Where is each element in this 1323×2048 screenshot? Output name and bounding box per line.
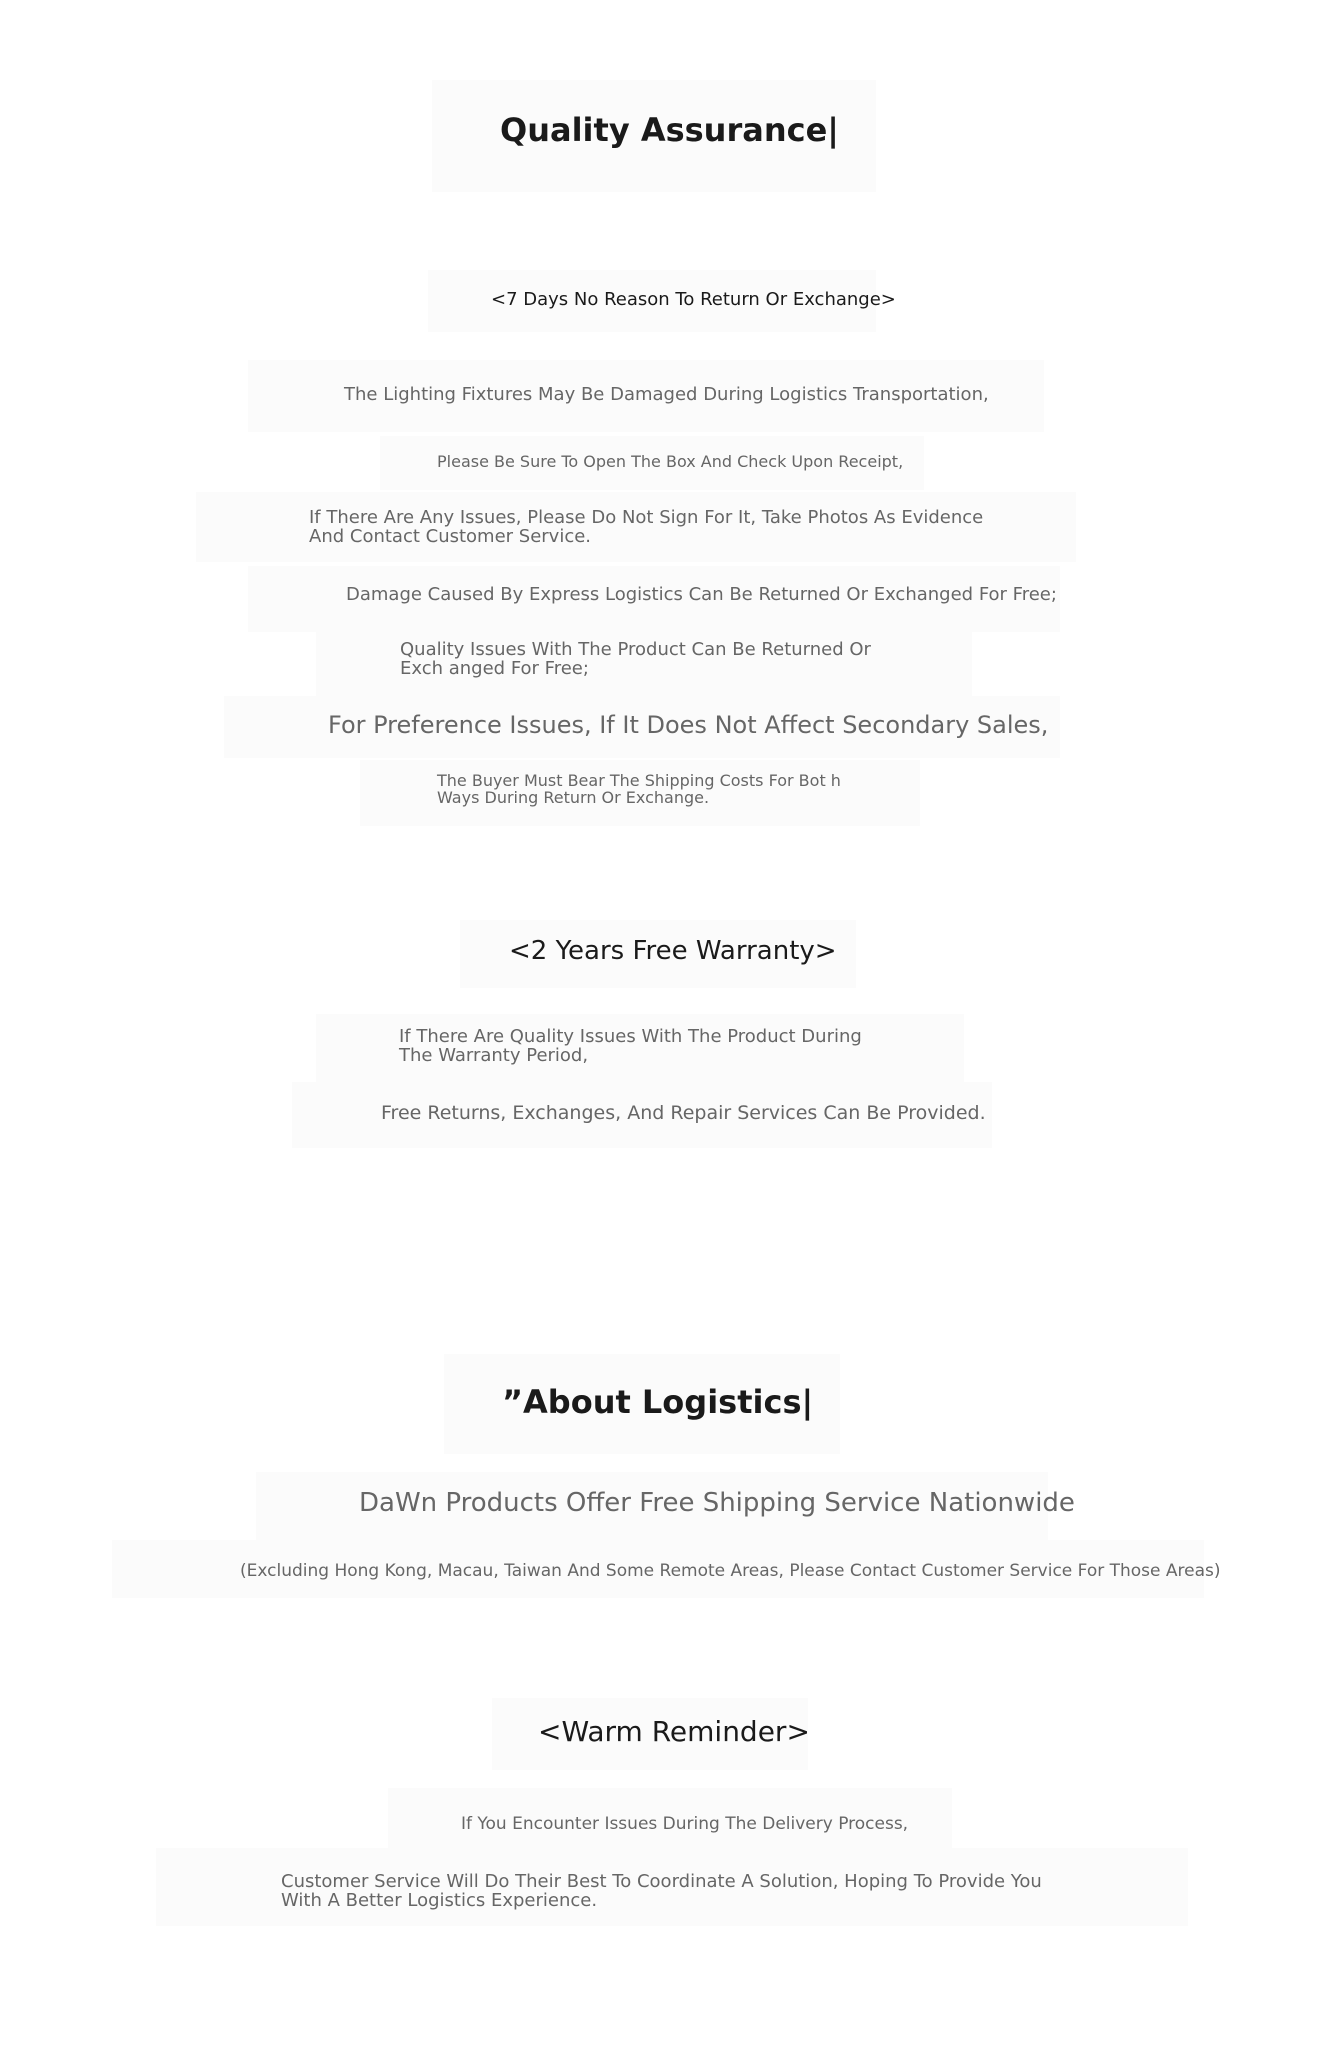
reminder-line-1: If You Encounter Issues During The Delivery Process, bbox=[461, 1814, 909, 1834]
warranty-line-2: Free Returns, Exchanges, And Repair Services Can Be Provided. bbox=[381, 1102, 986, 1124]
quality-assurance-title: Quality Assurance| bbox=[500, 111, 839, 149]
return-line-7: The Buyer Must Bear The Shipping Costs For Bot h Ways During Return Or Exchange. bbox=[437, 771, 841, 807]
return-line-1: The Lighting Fixtures May Be Damaged During Logistics Transportation, bbox=[344, 384, 989, 405]
logistics-line-2: (Excluding Hong Kong, Macau, Taiwan And Some Remote Areas, Please Contact Customer Service For Those Areas) bbox=[240, 1561, 1221, 1581]
warranty-heading: <2 Years Free Warranty> bbox=[509, 936, 837, 966]
logistics-line-1: DaWn Products Offer Free Shipping Service Nationwide bbox=[359, 1488, 1075, 1518]
warranty-line-1: If There Are Quality Issues With The Product During The Warranty Period, bbox=[399, 1026, 862, 1066]
reminder-heading: <Warm Reminder> bbox=[538, 1715, 810, 1748]
return-policy-heading: <7 Days No Reason To Return Or Exchange> bbox=[491, 289, 896, 310]
return-line-6: For Preference Issues, If It Does Not Affect Secondary Sales, bbox=[328, 711, 1049, 739]
return-line-2: Please Be Sure To Open The Box And Check Upon Receipt, bbox=[437, 452, 904, 471]
logistics-title: ”About Logistics| bbox=[502, 1383, 814, 1421]
return-line-4: Damage Caused By Express Logistics Can Be Returned Or Exchanged For Free; bbox=[346, 584, 1057, 605]
return-line-5: Quality Issues With The Product Can Be Returned Or Exch anged For Free; bbox=[400, 639, 871, 679]
reminder-line-2: Customer Service Will Do Their Best To Coordinate A Solution, Hoping To Provide You With A Better Logistics Experience. bbox=[281, 1871, 1042, 1911]
return-line-3: If There Are Any Issues, Please Do Not Sign For It, Take Photos As Evidence And Contact Customer Service. bbox=[309, 507, 984, 547]
